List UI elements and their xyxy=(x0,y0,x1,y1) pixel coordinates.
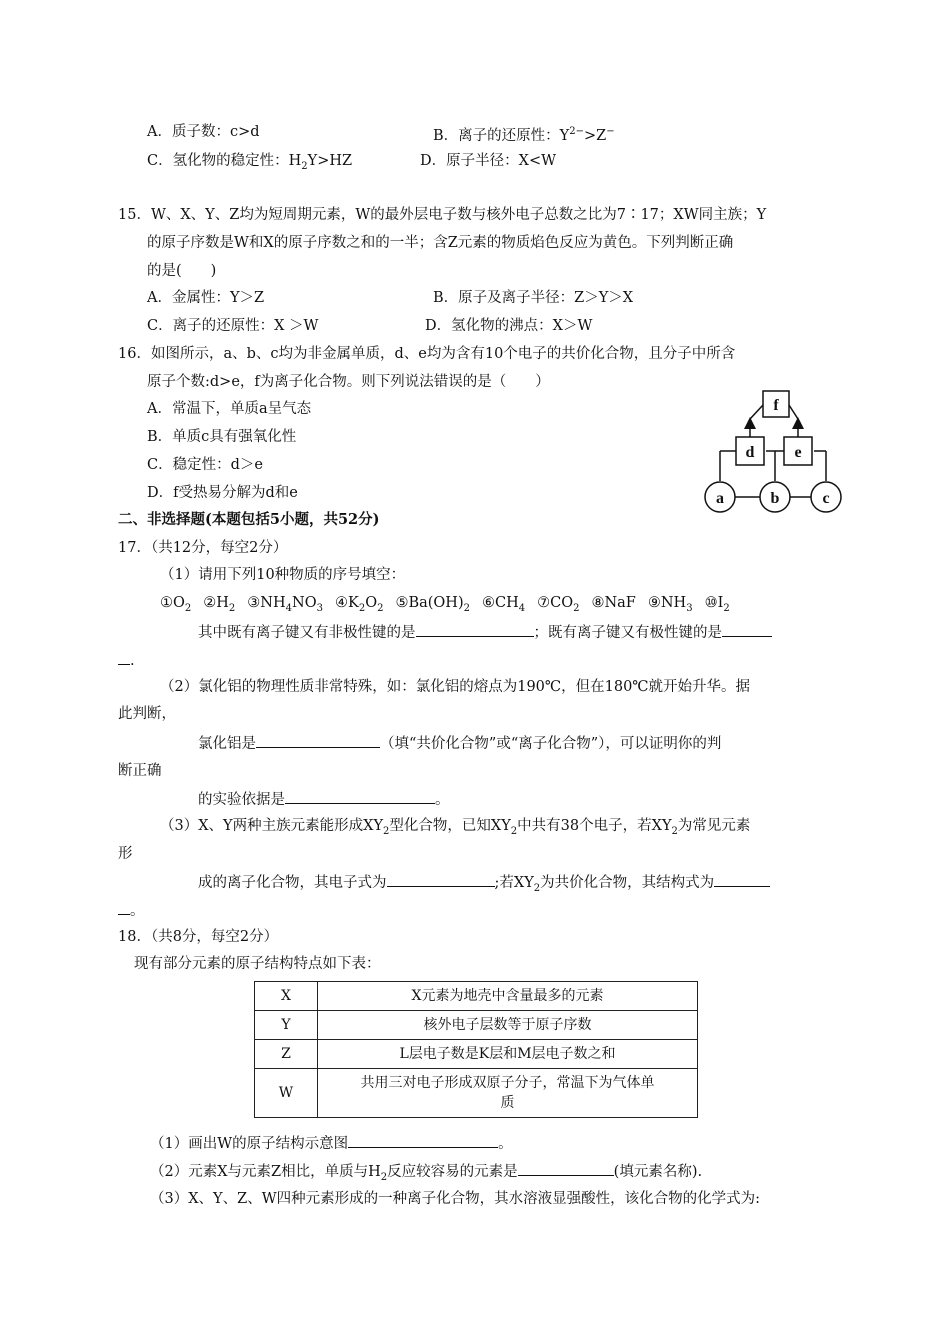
answer-blank[interactable] xyxy=(722,622,772,637)
q18-part2: （2）元素X与元素Z相比，单质与$H_2$反应较容易的元素是 (填元素名称). xyxy=(150,1161,702,1188)
substance-item: $⑥CH_4$ xyxy=(481,595,526,614)
answer-blank[interactable] xyxy=(118,900,130,915)
diagram-label-c: c xyxy=(822,490,830,507)
element-feature-table xyxy=(254,981,698,1118)
q16-stem-line2: 原子个数:d>e，f为离子化合物。则下列说法错误的是（ ） xyxy=(147,374,550,390)
q15-option-a: A．金属性：Y＞Z xyxy=(147,290,265,306)
q18-intro: 现有部分元素的原子结构特点如下表： xyxy=(134,956,381,972)
q16-option-d: D．f受热易分解为d和e xyxy=(147,485,298,501)
q17-part2-line3: 氯化铝是 （填“共价化合物”或“离子化合物”），可以证明你的判 xyxy=(198,733,721,754)
q15-option-b: B．原子及离子半径：Z＞Y＞X xyxy=(433,290,634,306)
answer-blank[interactable] xyxy=(714,872,770,887)
substance-item: $①O_2$ xyxy=(160,595,192,614)
q15-stem-line3: 的是( ) xyxy=(147,263,217,279)
q17-part1-question: 其中既有离子键又有非极性键的是 ；既有离子键又有极性键的是 xyxy=(198,622,772,643)
answer-blank[interactable] xyxy=(348,1133,498,1148)
q17-part3-line3: 成的离子化合物，其电子式为 ;若$XY_2$为共价化合物，其结构式为 xyxy=(198,872,770,899)
table-row: X X元素为地壳中含量最多的元素 xyxy=(255,982,698,1011)
q16-option-c: C．稳定性：d＞e xyxy=(147,457,263,473)
q16-option-a: A．常温下，单质a呈气态 xyxy=(147,401,312,417)
q17-part2-line1: （2）氯化铝的物理性质非常特殊，如：氯化铝的熔点为190℃，但在180℃就开始升华。据 xyxy=(160,679,751,695)
substance-item: $⑩I_2$ xyxy=(704,595,730,614)
diagram-label-f: f xyxy=(773,397,779,414)
q15-option-c: C．离子的还原性：X ＞W xyxy=(147,318,319,334)
q17-part2-line2: 此判断， xyxy=(118,706,176,722)
q16-stem-line1: 16．如图所示，a、b、c均为非金属单质，d、e均为含有10个电子的共价化合物，且分子中所含 xyxy=(118,346,736,362)
answer-blank[interactable] xyxy=(285,789,435,804)
q17-part3-line1: （3）X、Y两种主族元素能形成$XY_2$型化合物，已知$XY_2$中共有38个电子，若$XY_2$为常见元素 xyxy=(160,818,751,837)
substance-item: $③NH_4NO_3$ xyxy=(247,595,323,614)
q16-option-b: B．单质c具有强氧化性 xyxy=(147,429,297,445)
answer-blank[interactable] xyxy=(256,733,380,748)
substance-item: $⑦CO_2$ xyxy=(537,595,580,614)
section-2-title: 二、非选择题(本题包括5小题，共52分) xyxy=(118,511,380,528)
q17-part1-intro: （1）请用下列10种物质的序号填空： xyxy=(160,567,406,583)
answer-blank[interactable] xyxy=(518,1161,614,1176)
q14-option-a: A．质子数：c>d xyxy=(147,124,260,140)
q15-stem-line2: 的原子序数是W和X的原子序数之和的一半；含Z元素的物质焰色反应为黄色。下列判断正确 xyxy=(147,235,734,251)
q17-part3-line2: 形 xyxy=(118,846,133,862)
q14-option-d: D．原子半径：X<W xyxy=(420,153,557,169)
answer-blank[interactable] xyxy=(387,872,495,887)
answer-blank[interactable] xyxy=(416,622,534,637)
diagram-label-d: d xyxy=(745,444,755,461)
table-row: Y 核外电子层数等于原子序数 xyxy=(255,1011,698,1040)
q17-part2-line5: 的实验依据是 。 xyxy=(198,789,450,810)
table-row: Z L层电子数是K层和M层电子数之和 xyxy=(255,1040,698,1069)
substance-item: ⑧NaF xyxy=(591,595,636,611)
answer-blank[interactable] xyxy=(118,650,130,665)
q16-relation-diagram xyxy=(700,385,850,520)
q18-part3: （3）X、Y、Z、W四种元素形成的一种离子化合物，其水溶液显强酸性，该化合物的化学式为: xyxy=(150,1191,760,1207)
q14-option-c: C．氢化物的稳定性：$H_2Y>HZ$ xyxy=(147,153,353,172)
q18-part1: （1）画出W的原子结构示意图 。 xyxy=(150,1133,513,1154)
diagram-label-a: a xyxy=(716,490,724,507)
q15-stem-line1: 15．W、X、Y、Z均为短周期元素，W的最外层电子数与核外电子总数之比为7∶17；XW同主族；Y xyxy=(118,207,767,223)
diagram-label-b: b xyxy=(770,490,780,507)
substance-item: $⑤Ba(OH)_2$ xyxy=(395,595,470,614)
substance-item: $④K_2O_2$ xyxy=(334,595,384,614)
diagram-label-e: e xyxy=(794,444,802,461)
q15-option-d: D．氢化物的沸点：X＞W xyxy=(425,318,593,334)
substance-item: $②H_2$ xyxy=(203,595,236,614)
q17-part1-continuation: . xyxy=(118,650,135,671)
table-row: W 共用三对电子形成双原子分子，常温下为气体单质 xyxy=(255,1069,698,1118)
q17-part3-continuation: 。 xyxy=(118,900,145,921)
q17-substance-list xyxy=(160,593,742,619)
q17-part2-line4: 断正确 xyxy=(118,763,162,779)
q17-header: 17．（共12分，每空2分） xyxy=(118,540,288,556)
q18-header: 18．（共8分，每空2分） xyxy=(118,929,279,945)
q14-option-b: B．离子的还原性：$Y^{2-}>Z^-$ xyxy=(433,126,615,144)
substance-item: $⑨NH_3$ xyxy=(647,595,693,614)
